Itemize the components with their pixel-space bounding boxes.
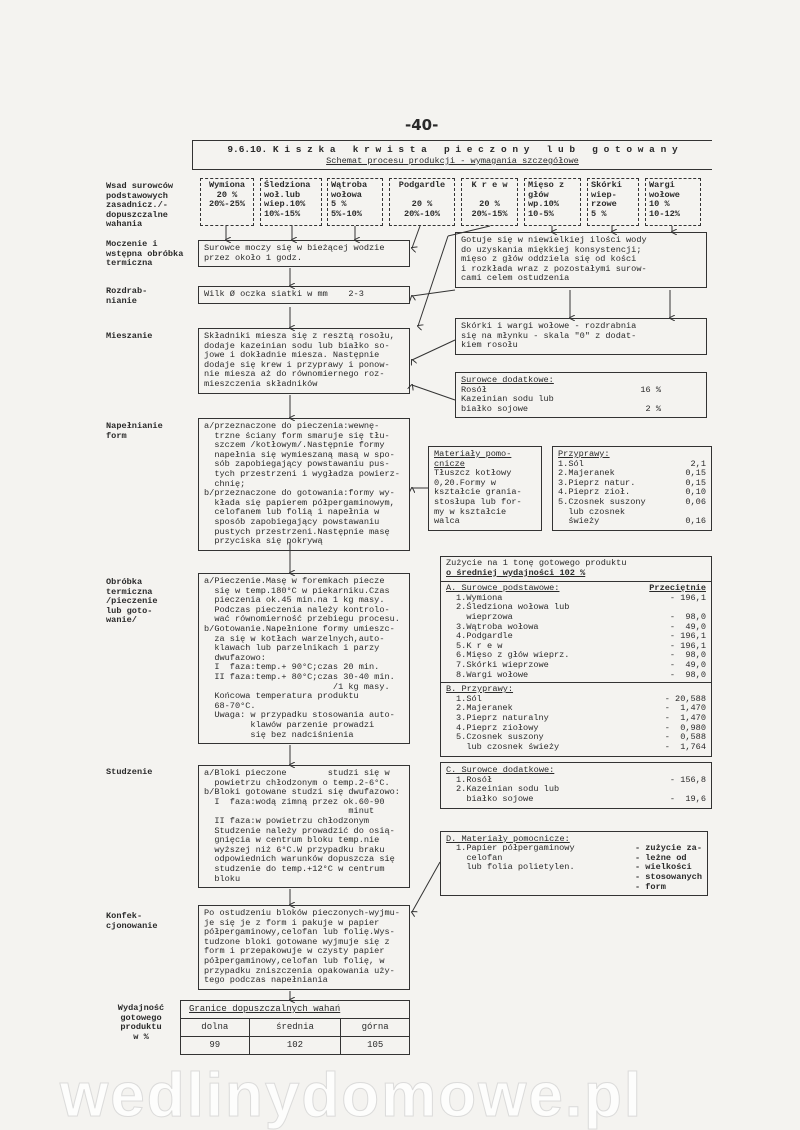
additional-raw-box bbox=[455, 372, 707, 418]
yield-table bbox=[180, 1000, 410, 1055]
text-field: 4.Pieprz zioł. bbox=[558, 487, 631, 498]
label-raw-materials: Wsad surowców podstawowych zasadnicz./- dopuszczalne wahania bbox=[106, 181, 174, 229]
text-field: 0,16 bbox=[685, 516, 706, 527]
text-field: 5.Czosnek suszony bbox=[456, 732, 544, 743]
text-field: 2.Kazeinian sodu lub białko sojowe bbox=[456, 784, 560, 805]
column-label: Przeciętnie bbox=[649, 583, 706, 594]
step-packaging: Po ostudzeniu bloków pieczonych-wyjmu- je się je z form i pakuje w papier półpergaminowy,celofan lub folię.Wys- tudzone bloki gotowane wyjmuje się z form i przepakowuje w czysty papier półpergaminowy,celofan lub folię, w przypadku zniszczenia opakowania uży- tego podczas napełniania bbox=[198, 905, 410, 990]
text-field: 5%-10% bbox=[331, 208, 362, 219]
text-field: 10-5% bbox=[528, 208, 554, 219]
text-field: K r e w 20 % bbox=[471, 180, 508, 209]
step-skins-grinding: Skórki i wargi wołowe - rozdrabnia się na młynku - skala "0" z dodat- kiem rosołu bbox=[455, 318, 707, 355]
text-field: 4.Pieprz ziołowy bbox=[456, 722, 539, 733]
label-packaging: Konfek- cjonowanie bbox=[106, 911, 158, 931]
document-title: 9.6.10. K i s z k a k r w i s t a p i e c z o n y l u b g o t o w a n y bbox=[227, 144, 678, 155]
text-field: 2.Śledziona wołowa lub wieprzowa bbox=[456, 602, 570, 622]
page-number: -40- bbox=[405, 116, 439, 134]
text-field: 3.Pieprz natur. bbox=[558, 477, 636, 488]
text-field: - 196,1 bbox=[669, 631, 706, 642]
text-field: 1.Rosół bbox=[456, 774, 493, 785]
step-heat-treatment: a/Pieczenie.Masę w foremkach piecze się w temp.180°C w piekarniku.Czas pieczenia ok.45 min.na 1 kg masy. Podczas pieczenia należy kontrolo- wać równomierność przebiegu procesu. b/Gotowanie.Napełnione formy umieszc- za się w kotłach warzelnych,auto- klawach lub parzelnikach i parzy dwufazowo: I faza:temp.+ 90°C;czas 20 min. II faza:temp.+ 80°C;czas 30-40 min. /1 kg masy. Końcowa temperatura produktu 68-70°C. Uwaga: w przypadku stosowania auto- klawów parzenie prowadzi się bez nadciśnienia bbox=[198, 573, 410, 744]
section-d-title: D. Materiały pomocnicze: bbox=[446, 833, 570, 844]
text-field: 4.Podgardle bbox=[456, 631, 513, 642]
text-field: - 20,588 bbox=[664, 693, 706, 704]
text-field: 1.Sól bbox=[558, 458, 584, 469]
yield-value-lower: 99 bbox=[181, 1037, 250, 1055]
item-value: 16 % bbox=[640, 384, 661, 395]
text-field: Podgardle 20 % bbox=[398, 180, 446, 209]
item-value: 2 % bbox=[645, 403, 661, 414]
text-field: 2.Majeranek bbox=[558, 468, 615, 479]
ingredient-box bbox=[587, 178, 639, 226]
text-field: - 49,0 bbox=[669, 659, 706, 670]
consumption-header-2: o średniej wydajności 102 % bbox=[446, 567, 586, 578]
text-field: 20%-15% bbox=[471, 208, 508, 219]
text-field: 7.Skórki wieprzowe bbox=[456, 659, 549, 670]
text-field: - 1,470 bbox=[664, 712, 706, 723]
text-field: - 0,980 bbox=[664, 722, 706, 733]
consumption-header: Zużycie na 1 tonę gotowego produktu bbox=[446, 558, 627, 568]
consumption-column bbox=[440, 556, 712, 896]
text-field: 2,1 bbox=[690, 458, 706, 469]
auxiliary-title: Materiały pomo- cnicze bbox=[434, 449, 512, 469]
text-field: 20%-25% bbox=[208, 199, 246, 209]
auxiliary-text: Tłuszcz kotłowy 0,20.Formy w kształcie grania- stosłupa lub for- my w kształcie walca bbox=[434, 468, 522, 527]
text-field: - 49,0 bbox=[669, 621, 706, 632]
ingredient-box bbox=[389, 178, 455, 226]
step-grinding: Wilk Ø oczka siatki w mm 2-3 bbox=[198, 286, 410, 304]
text-field: - 98,0 bbox=[669, 650, 706, 661]
label-mixing: Mieszanie bbox=[106, 331, 153, 341]
item-name: Kazeinian sodu lub białko sojowe bbox=[461, 394, 554, 414]
text-field: 6.Mięso z głów wieprz. bbox=[456, 650, 570, 661]
text-field: 3.Wątroba wołowa bbox=[456, 621, 539, 632]
text-field: 5.Czosnek suszony bbox=[558, 496, 646, 507]
text-field: 0,06 bbox=[685, 496, 706, 507]
yield-header-upper: górna bbox=[341, 1019, 410, 1037]
section-d-box bbox=[440, 831, 708, 897]
text-field: - 98,0 bbox=[669, 611, 706, 622]
text-field: 5.K r e w bbox=[456, 640, 503, 651]
text-field: 10-12% bbox=[649, 208, 680, 219]
auxiliary-materials-box bbox=[428, 446, 542, 531]
section-d-note: - zużycie za- - leżne od - wielkości - stosowanych - form bbox=[634, 843, 702, 892]
ingredient-box bbox=[327, 178, 383, 226]
text-field: lub czosnek świeży bbox=[456, 741, 560, 752]
section-c-title: C. Surowce dodatkowe: bbox=[446, 765, 555, 776]
ingredient-box bbox=[645, 178, 701, 226]
section-c-box bbox=[440, 762, 712, 808]
yield-header-average: średnia bbox=[249, 1019, 341, 1037]
label-cooling: Studzenie bbox=[106, 767, 153, 777]
watermark: wedlinydomowe.pl bbox=[60, 1061, 644, 1130]
text-field: lub czosnek świeży bbox=[568, 506, 626, 527]
text-field: 8.Wargi wołowe bbox=[456, 669, 529, 680]
additional-raw-title: Surowce dodatkowe: bbox=[461, 375, 554, 385]
text-field: 5 % bbox=[591, 208, 607, 219]
text-field: 1.Wymiona bbox=[456, 592, 503, 603]
title-box bbox=[192, 140, 712, 170]
text-field: 0,15 bbox=[685, 468, 706, 479]
document-subtitle: Schemat procesu produkcji - wymagania szczegółowe bbox=[326, 156, 579, 166]
text-field: 0,10 bbox=[685, 487, 706, 498]
label-soaking: Moczenie i wstępna obróbka termiczna bbox=[106, 239, 184, 268]
text-field: - 1,764 bbox=[664, 741, 706, 752]
text-field: - 19,6 bbox=[669, 794, 706, 805]
text-field: 0,15 bbox=[685, 477, 706, 488]
text-field: Mięso z głów wp.10% bbox=[528, 180, 565, 209]
text-field: 1.Sól bbox=[456, 693, 482, 704]
spices-box bbox=[552, 446, 712, 531]
spices-title: Przyprawy: bbox=[558, 449, 610, 459]
label-filling: Napełnianie form bbox=[106, 421, 163, 441]
text-field: Skórki wiep- rzowe bbox=[591, 180, 622, 209]
text-field: Wątroba wołowa 5 % bbox=[331, 180, 368, 209]
label-heat-treatment: Obróbka termiczna /pieczenie lub goto- wanie/ bbox=[106, 577, 158, 625]
ingredient-box bbox=[461, 178, 518, 226]
label-yield: Wydajność gotowego produktu w % bbox=[117, 1003, 165, 1042]
step-cooling: a/Bloki pieczone studzi się w powietrzu chłodzonym o temp.2-6°C. b/Bloki gotowane studzi się dwufazowo: I faza:wodą zimną przez ok.60-90 minut II faza:w powietrzu chłodzonym Studzenie należy prowadzić do osią- gnięcia w centrum bloku temp.nie wyższej niż 6°C.W przypadku braku odpowiednich warunków dopuszcza się studzenie do temp.+12°C w centrum bloku bbox=[198, 765, 410, 888]
item-name: Rosół bbox=[461, 384, 487, 395]
yield-table-title: Granice dopuszczalnych wahań bbox=[181, 1001, 410, 1019]
text-field: 2.Majeranek bbox=[456, 703, 513, 714]
section-d-items: 1.Papier półpergaminowy celofan lub folia polietylen. bbox=[456, 843, 575, 873]
text-field: 20%-10% bbox=[403, 208, 441, 219]
text-field: - 196,1 bbox=[669, 640, 706, 651]
ingredient-box bbox=[524, 178, 581, 226]
ingredient-box bbox=[200, 178, 254, 226]
step-mixing: Składniki miesza się z resztą rosołu, dodaje kazeinian sodu lub białko so- jowe i dokładnie miesza. Następnie dodaje się krew i przyprawy i ponow- nie miesza aż do równomiernego roz- mieszczenia składników bbox=[198, 328, 410, 394]
text-field: - 98,0 bbox=[669, 669, 706, 680]
step-boiling: Gotuje się w niewielkiej ilości wody do uzyskania miękkiej konsystencji; mięso z głów oddziela się od kości i rozkłada wraz z pozostałymi surow- cami celem ostudzenia bbox=[455, 232, 707, 288]
step-soaking: Surowce moczy się w bieżącej wodzie przez około 1 godz. bbox=[198, 240, 410, 267]
yield-header-lower: dolna bbox=[181, 1019, 250, 1037]
consumption-box bbox=[440, 556, 712, 757]
step-filling: a/przeznaczone do pieczenia:wewnę- trzne ściany form smaruje się tłu- szczem /kotłowym/.Następnie formy napełnia się wymieszaną masą w spo- sób zapobiegający powstawaniu pus- tych przestrzeni i wygładza powierz- chnię; b/przeznaczone do gotowania:formy wy- kłada się papierem półpergaminowym, celofanem lub folią i napełnia w sposób zapobiegający powstawaniu pustych przestrzeni.Następnie masę przyciska się pokrywą bbox=[198, 418, 410, 551]
section-a-title: A. Surowce podstawowe: bbox=[446, 583, 560, 594]
text-field: 10%-15% bbox=[264, 208, 301, 219]
text-field: Wargi wołowe 10 % bbox=[649, 180, 680, 209]
text-field: Wymiona 20 % bbox=[208, 180, 246, 200]
text-field: - 0,588 bbox=[664, 732, 706, 743]
text-field: - 196,1 bbox=[669, 592, 706, 603]
text-field: - 156,8 bbox=[669, 774, 706, 785]
ingredient-box bbox=[260, 178, 322, 226]
yield-value-upper: 105 bbox=[341, 1037, 410, 1055]
label-grinding: Rozdrab- nianie bbox=[106, 286, 148, 306]
text-field: Śledziona woł.lub wiep.10% bbox=[264, 180, 311, 209]
yield-value-average: 102 bbox=[249, 1037, 341, 1055]
section-b-title: B. Przyprawy: bbox=[446, 684, 514, 695]
text-field: 3.Pieprz naturalny bbox=[456, 712, 549, 723]
text-field: - 1,470 bbox=[664, 703, 706, 714]
